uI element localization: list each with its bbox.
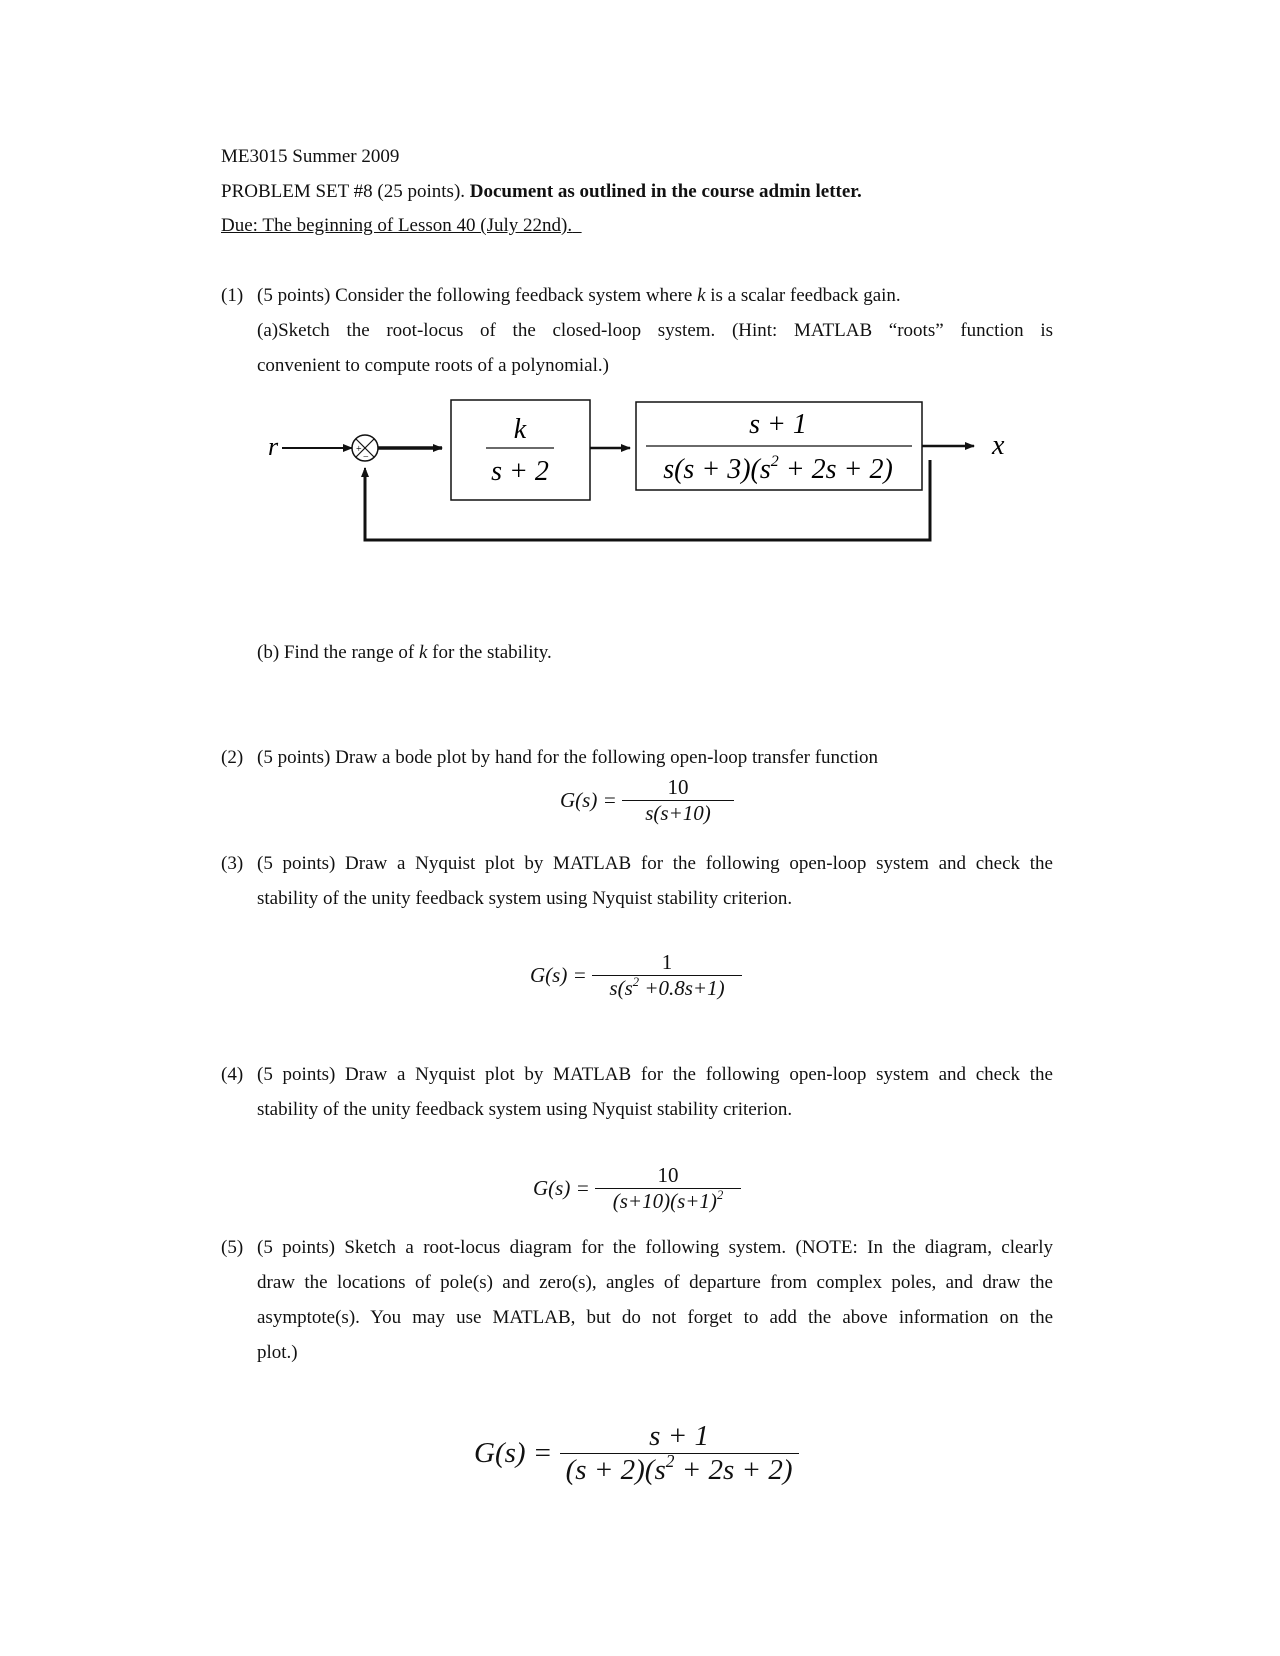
problem-1-text-before: (5 points) Consider the following feedback system where — [257, 285, 693, 306]
problem-1-text-after: is a scalar feedback gain. — [710, 285, 901, 306]
problem-2 — [221, 746, 1053, 770]
problem-1-part-a-line2: convenient to compute roots of a polynomial.) — [257, 355, 609, 376]
problem-3-line1: (5 points) Draw a Nyquist plot by MATLAB for the following open-loop system and check the — [257, 853, 1053, 874]
problem-1-part-b — [257, 641, 552, 665]
problem-1-part-a-line1: (a)Sketch the root-locus of the closed-loop system. (Hint: MATLAB “roots” function is — [257, 320, 1053, 341]
problem-5-line1: (5 points) Sketch a root-locus diagram for the following system. (NOTE: In the diagram, clearly — [257, 1237, 1053, 1258]
problem-1 — [221, 284, 1053, 308]
problem-2-text: (5 points) Draw a bode plot by hand for the following open-loop transfer function — [257, 747, 879, 768]
block-2-denominator: $s(s + 3)(s^2 + 2s + 2)$ — [663, 453, 893, 485]
problem-1-var-k: k — [697, 285, 706, 306]
problem-4 — [221, 1063, 1053, 1087]
course-title: ME3015 Summer 2009 — [221, 146, 400, 167]
problem-set-instruction: Document as outlined in the course admin letter. — [469, 181, 862, 202]
problem-5 — [221, 1236, 1053, 1260]
feedback-block-diagram — [250, 388, 1030, 558]
block-1-denominator: s + 2 — [491, 456, 549, 487]
problem-1-part-b-var: k — [418, 642, 428, 663]
output-label-x: x — [992, 430, 1005, 461]
problem-5-line3: asymptote(s). You may use MATLAB, but do not forget to add the above information on the — [257, 1307, 1053, 1328]
problem-2-eq-lhs: G(s) = — [560, 788, 617, 812]
problem-4-number: (4) — [221, 1064, 244, 1085]
problem-3-line2: stability of the unity feedback system using Nyquist stability criterion. — [257, 888, 793, 909]
problem-5-eq-lhs: G(s) = — [474, 1437, 553, 1469]
problem-3-equation — [530, 950, 742, 1001]
due-date: Due: The beginning of Lesson 40 (July 22nd). — [221, 215, 573, 236]
problem-4-eq-lhs: G(s) = — [533, 1176, 590, 1200]
problem-2-eq-denominator: s(s+10) — [645, 801, 711, 825]
problem-3-eq-numerator: 1 — [661, 950, 673, 974]
problem-4-equation — [533, 1163, 741, 1214]
problem-2-eq-numerator: 10 — [667, 775, 689, 799]
problem-set-title: PROBLEM SET #8 (25 points). — [221, 181, 466, 202]
block-2-numerator: s + 1 — [749, 409, 807, 440]
input-label-r: r — [268, 432, 279, 461]
problem-2-number: (2) — [221, 747, 244, 768]
problem-3 — [221, 852, 1053, 876]
problem-3-number: (3) — [221, 853, 244, 874]
problem-3-eq-denominator: $s(s^2 +0.8s+1)$ — [609, 975, 725, 1000]
problem-4-line2: stability of the unity feedback system using Nyquist stability criterion. — [257, 1099, 793, 1120]
problem-5-line2: draw the locations of pole(s) and zero(s), angles of departure from complex poles, and draw the — [257, 1272, 1053, 1293]
problem-5-eq-numerator: s + 1 — [649, 1420, 710, 1452]
problem-1-part-b-before: (b) Find the range of — [257, 642, 415, 663]
problem-1-number: (1) — [221, 285, 244, 306]
svg-text:+: + — [356, 444, 362, 455]
problem-3-eq-lhs: G(s) = — [530, 963, 587, 987]
problem-5-eq-denominator: $(s + 2)(s^2 + 2s + 2)$ — [565, 1450, 793, 1486]
problem-1-part-b-after: for the stability. — [432, 642, 552, 663]
problem-4-eq-denominator: $(s+10)(s+1)^2$ — [612, 1188, 724, 1213]
problem-set-heading — [221, 180, 862, 204]
problem-5-number: (5) — [221, 1237, 244, 1258]
problem-5-line4: plot.) — [257, 1342, 298, 1363]
summing-junction-icon — [352, 435, 378, 463]
block-1-numerator: k — [513, 414, 527, 445]
problem-4-eq-numerator: 10 — [657, 1163, 679, 1187]
problem-2-equation — [560, 775, 734, 826]
problem-4-line1: (5 points) Draw a Nyquist plot by MATLAB for the following open-loop system and check the — [257, 1064, 1053, 1085]
problem-5-equation — [474, 1420, 799, 1487]
svg-text:−: − — [363, 452, 369, 463]
